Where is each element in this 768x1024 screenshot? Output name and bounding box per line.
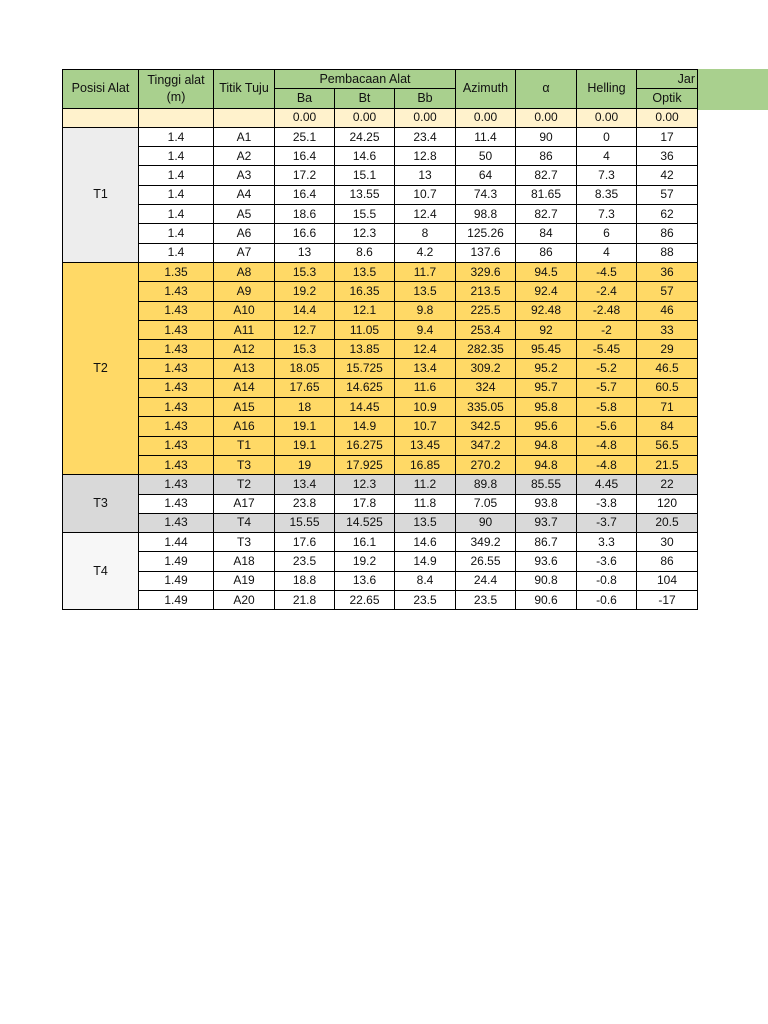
cell-alpha: 85.55 bbox=[516, 475, 577, 494]
cell-helling: -2.48 bbox=[577, 301, 637, 320]
table-row bbox=[63, 591, 698, 610]
cell-optik: 22 bbox=[637, 475, 698, 494]
cell-ba: 17.2 bbox=[275, 166, 335, 185]
cell-titik-tuju: T3 bbox=[214, 533, 275, 552]
table-row bbox=[63, 513, 698, 532]
cell-titik-tuju: A14 bbox=[214, 378, 275, 397]
cell-bt: 15.725 bbox=[335, 359, 395, 378]
table-row bbox=[63, 320, 698, 339]
cell-ba: 19 bbox=[275, 455, 335, 474]
cell-optik: 120 bbox=[637, 494, 698, 513]
zero-cell-alpha: 0.00 bbox=[516, 108, 577, 127]
cell-azimuth: 23.5 bbox=[456, 591, 516, 610]
cell-ba: 23.8 bbox=[275, 494, 335, 513]
cell-helling: -5.7 bbox=[577, 378, 637, 397]
cell-azimuth: 137.6 bbox=[456, 243, 516, 262]
cell-tinggi-alat: 1.43 bbox=[139, 455, 214, 474]
cell-bt: 12.3 bbox=[335, 475, 395, 494]
cell-alpha: 93.6 bbox=[516, 552, 577, 571]
cell-bt: 16.35 bbox=[335, 282, 395, 301]
cell-bt: 13.6 bbox=[335, 571, 395, 590]
cell-alpha: 84 bbox=[516, 224, 577, 243]
cell-helling: -2 bbox=[577, 320, 637, 339]
cell-titik-tuju: A7 bbox=[214, 243, 275, 262]
cell-alpha: 95.7 bbox=[516, 378, 577, 397]
cell-tinggi-alat: 1.43 bbox=[139, 301, 214, 320]
table-row bbox=[63, 436, 698, 455]
cell-optik: 30 bbox=[637, 533, 698, 552]
cell-bt: 13.55 bbox=[335, 185, 395, 204]
cell-tinggi-alat: 1.43 bbox=[139, 513, 214, 532]
zero-cell-optik: 0.00 bbox=[637, 108, 698, 127]
table-row bbox=[63, 475, 698, 494]
cell-optik: 21.5 bbox=[637, 455, 698, 474]
cell-titik-tuju: A6 bbox=[214, 224, 275, 243]
table-row bbox=[63, 359, 698, 378]
survey-table bbox=[62, 69, 698, 610]
cell-azimuth: 309.2 bbox=[456, 359, 516, 378]
cell-titik-tuju: T4 bbox=[214, 513, 275, 532]
cell-alpha: 92 bbox=[516, 320, 577, 339]
cell-azimuth: 50 bbox=[456, 147, 516, 166]
cell-optik: 42 bbox=[637, 166, 698, 185]
zero-cell-helling: 0.00 bbox=[577, 108, 637, 127]
cell-alpha: 94.5 bbox=[516, 262, 577, 281]
cell-bt: 24.25 bbox=[335, 127, 395, 146]
cell-alpha: 93.7 bbox=[516, 513, 577, 532]
cell-azimuth: 125.26 bbox=[456, 224, 516, 243]
cell-ba: 15.55 bbox=[275, 513, 335, 532]
zero-cell-bt: 0.00 bbox=[335, 108, 395, 127]
cell-tinggi-alat: 1.43 bbox=[139, 340, 214, 359]
cell-helling: 4 bbox=[577, 243, 637, 262]
cell-helling: 3.3 bbox=[577, 533, 637, 552]
cell-bb: 11.7 bbox=[395, 262, 456, 281]
cell-alpha: 95.2 bbox=[516, 359, 577, 378]
cell-bt: 13.85 bbox=[335, 340, 395, 359]
cell-tinggi-alat: 1.43 bbox=[139, 475, 214, 494]
cell-bb: 13.4 bbox=[395, 359, 456, 378]
cell-bb: 13.45 bbox=[395, 436, 456, 455]
cell-alpha: 82.7 bbox=[516, 205, 577, 224]
cell-bt: 19.2 bbox=[335, 552, 395, 571]
cell-alpha: 86.7 bbox=[516, 533, 577, 552]
cell-bt: 14.6 bbox=[335, 147, 395, 166]
cell-tinggi-alat: 1.43 bbox=[139, 398, 214, 417]
cell-tinggi-alat: 1.43 bbox=[139, 282, 214, 301]
cell-ba: 13.4 bbox=[275, 475, 335, 494]
cell-bt: 14.45 bbox=[335, 398, 395, 417]
cell-alpha: 82.7 bbox=[516, 166, 577, 185]
cell-helling: -5.8 bbox=[577, 398, 637, 417]
cell-bt: 8.6 bbox=[335, 243, 395, 262]
cell-azimuth: 324 bbox=[456, 378, 516, 397]
cell-helling: -3.6 bbox=[577, 552, 637, 571]
cell-alpha: 95.6 bbox=[516, 417, 577, 436]
cell-bb: 23.5 bbox=[395, 591, 456, 610]
cell-bb: 13.5 bbox=[395, 513, 456, 532]
cell-bt: 12.3 bbox=[335, 224, 395, 243]
col-header-alpha: α bbox=[516, 70, 577, 109]
cell-bb: 9.8 bbox=[395, 301, 456, 320]
cell-ba: 25.1 bbox=[275, 127, 335, 146]
cell-tinggi-alat: 1.43 bbox=[139, 378, 214, 397]
cell-optik: -17 bbox=[637, 591, 698, 610]
cell-bt: 14.9 bbox=[335, 417, 395, 436]
cell-helling: -4.8 bbox=[577, 455, 637, 474]
cell-alpha: 86 bbox=[516, 243, 577, 262]
cell-bt: 13.5 bbox=[335, 262, 395, 281]
cell-bt: 14.525 bbox=[335, 513, 395, 532]
col-header-azimuth: Azimuth bbox=[456, 70, 516, 109]
cell-azimuth: 7.05 bbox=[456, 494, 516, 513]
cell-helling: 7.3 bbox=[577, 166, 637, 185]
cell-titik-tuju: A19 bbox=[214, 571, 275, 590]
cell-bb: 13 bbox=[395, 166, 456, 185]
table-row bbox=[63, 147, 698, 166]
table-row bbox=[63, 185, 698, 204]
table-row bbox=[63, 340, 698, 359]
cell-alpha: 95.45 bbox=[516, 340, 577, 359]
cell-tinggi-alat: 1.43 bbox=[139, 494, 214, 513]
cell-bb: 23.4 bbox=[395, 127, 456, 146]
col-header-helling: Helling bbox=[577, 70, 637, 109]
cell-azimuth: 24.4 bbox=[456, 571, 516, 590]
table-row bbox=[63, 398, 698, 417]
station-cell: T3 bbox=[63, 475, 139, 533]
cell-titik-tuju: A15 bbox=[214, 398, 275, 417]
cell-titik-tuju: A13 bbox=[214, 359, 275, 378]
cell-ba: 14.4 bbox=[275, 301, 335, 320]
cell-tinggi-alat: 1.4 bbox=[139, 147, 214, 166]
cell-bb: 12.4 bbox=[395, 340, 456, 359]
cell-optik: 60.5 bbox=[637, 378, 698, 397]
cell-bb: 8.4 bbox=[395, 571, 456, 590]
cell-tinggi-alat: 1.43 bbox=[139, 359, 214, 378]
cell-bt: 12.1 bbox=[335, 301, 395, 320]
table-row bbox=[63, 533, 698, 552]
cell-azimuth: 26.55 bbox=[456, 552, 516, 571]
cell-optik: 36 bbox=[637, 262, 698, 281]
zero-cell-bb: 0.00 bbox=[395, 108, 456, 127]
cell-helling: -4.8 bbox=[577, 436, 637, 455]
cell-alpha: 94.8 bbox=[516, 436, 577, 455]
cell-titik-tuju: T3 bbox=[214, 455, 275, 474]
cell-titik-tuju: A11 bbox=[214, 320, 275, 339]
cell-azimuth: 342.5 bbox=[456, 417, 516, 436]
cell-tinggi-alat: 1.4 bbox=[139, 166, 214, 185]
cell-helling: 6 bbox=[577, 224, 637, 243]
cell-titik-tuju: T1 bbox=[214, 436, 275, 455]
cell-ba: 21.8 bbox=[275, 591, 335, 610]
table-body bbox=[63, 70, 698, 610]
cell-helling: 7.3 bbox=[577, 205, 637, 224]
cell-optik: 86 bbox=[637, 224, 698, 243]
cell-helling: -5.45 bbox=[577, 340, 637, 359]
cell-tinggi-alat: 1.44 bbox=[139, 533, 214, 552]
cell-optik: 29 bbox=[637, 340, 698, 359]
cell-alpha: 90.6 bbox=[516, 591, 577, 610]
table-row bbox=[63, 166, 698, 185]
cell-titik-tuju: T2 bbox=[214, 475, 275, 494]
cell-ba: 13 bbox=[275, 243, 335, 262]
cell-titik-tuju: A18 bbox=[214, 552, 275, 571]
cell-alpha: 90.8 bbox=[516, 571, 577, 590]
cell-azimuth: 270.2 bbox=[456, 455, 516, 474]
cell-optik: 62 bbox=[637, 205, 698, 224]
cell-optik: 86 bbox=[637, 552, 698, 571]
zero-cell-empty bbox=[214, 108, 275, 127]
cell-tinggi-alat: 1.43 bbox=[139, 320, 214, 339]
table-row bbox=[63, 205, 698, 224]
cell-optik: 46 bbox=[637, 301, 698, 320]
cell-bb: 10.7 bbox=[395, 417, 456, 436]
cell-helling: -5.2 bbox=[577, 359, 637, 378]
cell-optik: 104 bbox=[637, 571, 698, 590]
cell-tinggi-alat: 1.4 bbox=[139, 224, 214, 243]
cell-titik-tuju: A8 bbox=[214, 262, 275, 281]
cell-bb: 12.4 bbox=[395, 205, 456, 224]
cell-ba: 18.05 bbox=[275, 359, 335, 378]
cell-azimuth: 11.4 bbox=[456, 127, 516, 146]
cell-tinggi-alat: 1.43 bbox=[139, 417, 214, 436]
cell-azimuth: 89.8 bbox=[456, 475, 516, 494]
table-row bbox=[63, 127, 698, 146]
col-header-bb: Bb bbox=[395, 89, 456, 108]
col-header-ba: Ba bbox=[275, 89, 335, 108]
cell-helling: -2.4 bbox=[577, 282, 637, 301]
cell-alpha: 92.4 bbox=[516, 282, 577, 301]
cell-titik-tuju: A1 bbox=[214, 127, 275, 146]
table-row bbox=[63, 282, 698, 301]
cell-bb: 8 bbox=[395, 224, 456, 243]
cell-optik: 84 bbox=[637, 417, 698, 436]
col-header-bt: Bt bbox=[335, 89, 395, 108]
cell-titik-tuju: A4 bbox=[214, 185, 275, 204]
cell-tinggi-alat: 1.49 bbox=[139, 591, 214, 610]
cell-bb: 9.4 bbox=[395, 320, 456, 339]
cell-ba: 17.6 bbox=[275, 533, 335, 552]
cell-helling: -0.8 bbox=[577, 571, 637, 590]
cell-bb: 10.7 bbox=[395, 185, 456, 204]
cell-ba: 18.8 bbox=[275, 571, 335, 590]
table-row bbox=[63, 243, 698, 262]
cell-alpha: 86 bbox=[516, 147, 577, 166]
cell-titik-tuju: A3 bbox=[214, 166, 275, 185]
cell-bb: 4.2 bbox=[395, 243, 456, 262]
station-cell: T4 bbox=[63, 533, 139, 610]
cell-azimuth: 282.35 bbox=[456, 340, 516, 359]
cell-bb: 11.6 bbox=[395, 378, 456, 397]
cell-bb: 14.6 bbox=[395, 533, 456, 552]
cell-titik-tuju: A10 bbox=[214, 301, 275, 320]
cell-ba: 19.1 bbox=[275, 436, 335, 455]
cell-alpha: 81.65 bbox=[516, 185, 577, 204]
cell-optik: 57 bbox=[637, 185, 698, 204]
cell-ba: 19.2 bbox=[275, 282, 335, 301]
table-row bbox=[63, 571, 698, 590]
col-header-jarak: Jar bbox=[637, 70, 698, 89]
cell-bt: 17.925 bbox=[335, 455, 395, 474]
cell-tinggi-alat: 1.4 bbox=[139, 127, 214, 146]
cell-bt: 17.8 bbox=[335, 494, 395, 513]
col-header-pembacaan-alat: Pembacaan Alat bbox=[275, 70, 456, 89]
cell-titik-tuju: A12 bbox=[214, 340, 275, 359]
cell-ba: 16.6 bbox=[275, 224, 335, 243]
zero-cell-azimuth: 0.00 bbox=[456, 108, 516, 127]
cell-helling: 8.35 bbox=[577, 185, 637, 204]
cell-helling: -4.5 bbox=[577, 262, 637, 281]
cell-optik: 71 bbox=[637, 398, 698, 417]
cell-ba: 18 bbox=[275, 398, 335, 417]
station-cell: T1 bbox=[63, 127, 139, 262]
cell-bt: 22.65 bbox=[335, 591, 395, 610]
cell-optik: 57 bbox=[637, 282, 698, 301]
cell-optik: 36 bbox=[637, 147, 698, 166]
cell-bb: 13.5 bbox=[395, 282, 456, 301]
cell-azimuth: 349.2 bbox=[456, 533, 516, 552]
cell-bb: 14.9 bbox=[395, 552, 456, 571]
cell-titik-tuju: A16 bbox=[214, 417, 275, 436]
cell-bb: 10.9 bbox=[395, 398, 456, 417]
cell-azimuth: 213.5 bbox=[456, 282, 516, 301]
cell-tinggi-alat: 1.49 bbox=[139, 552, 214, 571]
cell-tinggi-alat: 1.35 bbox=[139, 262, 214, 281]
cell-tinggi-alat: 1.4 bbox=[139, 243, 214, 262]
cell-azimuth: 253.4 bbox=[456, 320, 516, 339]
table-row bbox=[63, 378, 698, 397]
cell-alpha: 94.8 bbox=[516, 455, 577, 474]
cell-titik-tuju: A2 bbox=[214, 147, 275, 166]
cell-azimuth: 98.8 bbox=[456, 205, 516, 224]
cell-helling: 4 bbox=[577, 147, 637, 166]
table-row bbox=[63, 455, 698, 474]
table-row bbox=[63, 301, 698, 320]
cell-bb: 16.85 bbox=[395, 455, 456, 474]
cell-alpha: 92.48 bbox=[516, 301, 577, 320]
cell-optik: 56.5 bbox=[637, 436, 698, 455]
cell-ba: 12.7 bbox=[275, 320, 335, 339]
spreadsheet-area bbox=[62, 69, 768, 617]
table-row bbox=[63, 224, 698, 243]
cell-bt: 14.625 bbox=[335, 378, 395, 397]
cell-bb: 11.8 bbox=[395, 494, 456, 513]
station-cell: T2 bbox=[63, 262, 139, 474]
col-header-tinggi-alat: Tinggi alat (m) bbox=[139, 70, 214, 109]
cell-helling: 0 bbox=[577, 127, 637, 146]
zero-cell-empty bbox=[63, 108, 139, 127]
cell-azimuth: 347.2 bbox=[456, 436, 516, 455]
col-header-titik-tuju: Titik Tuju bbox=[214, 70, 275, 109]
cell-tinggi-alat: 1.4 bbox=[139, 185, 214, 204]
cell-bt: 16.1 bbox=[335, 533, 395, 552]
cell-ba: 15.3 bbox=[275, 340, 335, 359]
cell-ba: 16.4 bbox=[275, 147, 335, 166]
cell-bt: 11.05 bbox=[335, 320, 395, 339]
cell-ba: 18.6 bbox=[275, 205, 335, 224]
cell-titik-tuju: A20 bbox=[214, 591, 275, 610]
cell-tinggi-alat: 1.4 bbox=[139, 205, 214, 224]
cell-optik: 17 bbox=[637, 127, 698, 146]
cell-ba: 16.4 bbox=[275, 185, 335, 204]
cell-helling: -0.6 bbox=[577, 591, 637, 610]
header-row-1 bbox=[63, 70, 698, 89]
cell-titik-tuju: A9 bbox=[214, 282, 275, 301]
cell-optik: 88 bbox=[637, 243, 698, 262]
cell-titik-tuju: A17 bbox=[214, 494, 275, 513]
zero-cell-ba: 0.00 bbox=[275, 108, 335, 127]
cell-azimuth: 329.6 bbox=[456, 262, 516, 281]
table-row bbox=[63, 417, 698, 436]
cell-alpha: 95.8 bbox=[516, 398, 577, 417]
cell-bt: 15.1 bbox=[335, 166, 395, 185]
cell-bb: 11.2 bbox=[395, 475, 456, 494]
cell-helling: 4.45 bbox=[577, 475, 637, 494]
table-row bbox=[63, 494, 698, 513]
cell-ba: 19.1 bbox=[275, 417, 335, 436]
table-row bbox=[63, 552, 698, 571]
col-header-optik: Optik bbox=[637, 89, 698, 108]
cell-bt: 16.275 bbox=[335, 436, 395, 455]
col-header-posisi-alat: Posisi Alat bbox=[63, 70, 139, 109]
cell-azimuth: 225.5 bbox=[456, 301, 516, 320]
cell-bt: 15.5 bbox=[335, 205, 395, 224]
cell-tinggi-alat: 1.49 bbox=[139, 571, 214, 590]
cell-optik: 33 bbox=[637, 320, 698, 339]
cell-optik: 46.5 bbox=[637, 359, 698, 378]
cell-bb: 12.8 bbox=[395, 147, 456, 166]
cell-alpha: 93.8 bbox=[516, 494, 577, 513]
cell-alpha: 90 bbox=[516, 127, 577, 146]
cell-azimuth: 64 bbox=[456, 166, 516, 185]
cell-titik-tuju: A5 bbox=[214, 205, 275, 224]
cell-tinggi-alat: 1.43 bbox=[139, 436, 214, 455]
cell-ba: 15.3 bbox=[275, 262, 335, 281]
cell-helling: -5.6 bbox=[577, 417, 637, 436]
cell-helling: -3.8 bbox=[577, 494, 637, 513]
cell-ba: 17.65 bbox=[275, 378, 335, 397]
cell-optik: 20.5 bbox=[637, 513, 698, 532]
cell-azimuth: 335.05 bbox=[456, 398, 516, 417]
zero-row bbox=[63, 108, 698, 127]
table-row bbox=[63, 262, 698, 281]
cell-azimuth: 74.3 bbox=[456, 185, 516, 204]
zero-cell-empty bbox=[139, 108, 214, 127]
cell-azimuth: 90 bbox=[456, 513, 516, 532]
cell-ba: 23.5 bbox=[275, 552, 335, 571]
cell-helling: -3.7 bbox=[577, 513, 637, 532]
